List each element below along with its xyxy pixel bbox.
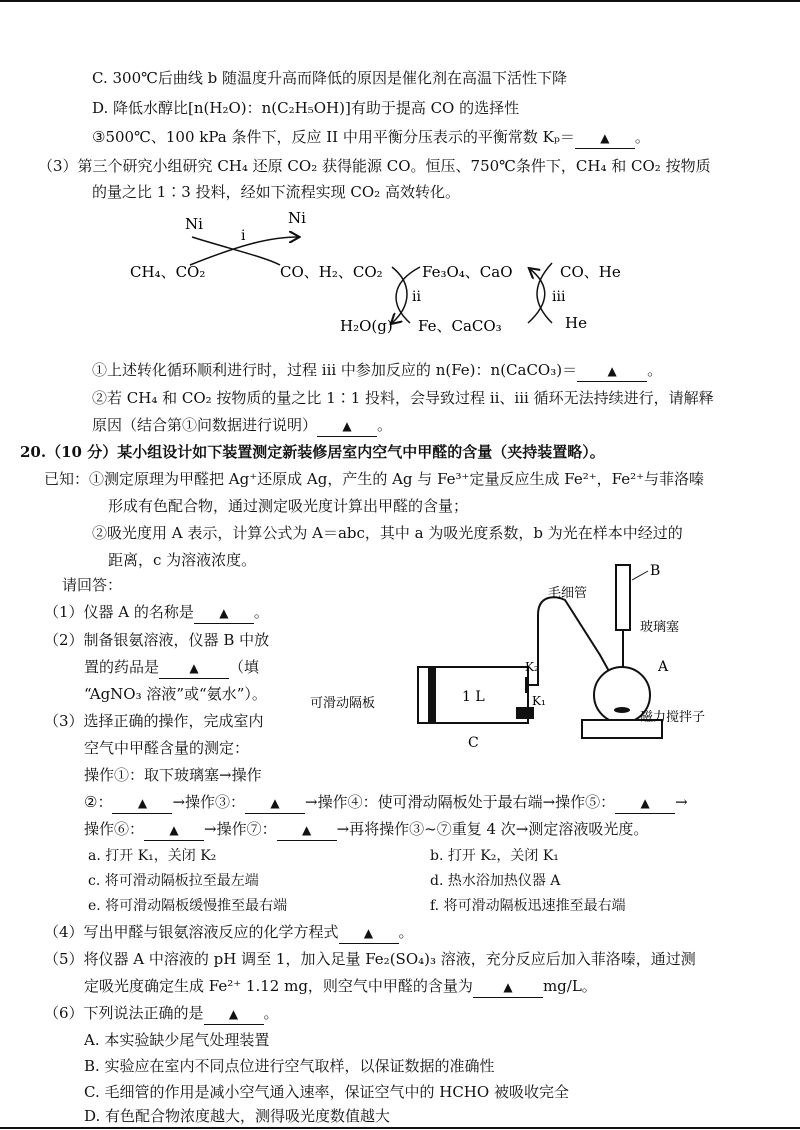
- q20-p3d: [84, 792, 688, 814]
- p2-text: 置的药品是: [84, 658, 160, 676]
- p2-tail: （填: [229, 658, 260, 676]
- funnel-b-label: B: [650, 563, 661, 579]
- answer-d: D. 有色配合物浓度越大，测得吸光度数值越大: [84, 1107, 391, 1125]
- step-iii-label: iii: [552, 289, 566, 305]
- option-d-line: D. 降低水醇比[n(H₂O)：n(C₂H₅OH)]有助于提高 CO 的选择性: [92, 99, 520, 117]
- kp-text: ③500℃、100 kPa 条件下，反应 II 中用平衡分压表示的平衡常数 Kₚ＝: [92, 128, 575, 146]
- p3d-4: →: [675, 793, 688, 811]
- blank-marker: ▲: [607, 364, 617, 378]
- part3-line1: （3）第三个研究小组研究 CH₄ 还原 CO₂ 获得能源 CO。恒压、750℃条件下，CH₄ 和 CO₂ 按物质: [38, 157, 711, 175]
- p3d-1: ②：: [84, 793, 113, 811]
- blank-marker: ▲: [600, 131, 610, 145]
- apparatus-diagram: [310, 555, 706, 755]
- answer-blank[interactable]: [473, 976, 543, 998]
- bottom-rule: [0, 1127, 800, 1129]
- blank-marker: ▲: [270, 796, 280, 810]
- q20-known2: ②吸光度用 A 表示，计算公式为 A＝abc，其中 a 为吸光度系数，b 为光在样本中经过的: [92, 524, 683, 542]
- kp-question: ③500℃、100 kPa 条件下，反应 II 中用平衡分压表示的平衡常数 Kₚ＝ ▲ 。: [92, 127, 650, 149]
- option-a: a. 打开 K₁，关闭 K₂: [88, 848, 217, 864]
- option-d: d. 热水浴加热仪器 A: [430, 873, 561, 889]
- p4-text: （4）写出甲醛与银氨溶液反应的化学方程式: [44, 923, 339, 941]
- q20-p3a: （3）选择正确的操作，完成室内: [44, 712, 264, 730]
- volume-label: 1 L: [462, 689, 485, 705]
- blank-marker: ▲: [189, 661, 199, 675]
- blank-marker: ▲: [137, 796, 148, 810]
- part3-q2-line2: 原因（结合第①问数据进行说明） ▲ 。: [92, 415, 392, 437]
- q1-text: ①上述转化循环顺利进行时，过程 iii 中参加反应的 n(Fe)：n(CaCO₃)＝: [92, 361, 578, 379]
- q20-p1: （1）仪器 A 的名称是 ▲ 。: [44, 602, 269, 624]
- blank-marker: ▲: [342, 419, 352, 433]
- funnel-b: [616, 565, 630, 630]
- answer-blank[interactable]: [339, 922, 399, 944]
- capillary-tube: [528, 597, 610, 685]
- p5b-text: 定吸光度确定生成 Fe²⁺ 1.12 mg，则空气中甲醛的含量为: [84, 977, 473, 995]
- flask-a-label: A: [658, 659, 669, 675]
- stir-bar: [614, 707, 630, 713]
- capillary-label: 毛细管: [548, 586, 588, 601]
- q20-please: 请回答：: [62, 576, 123, 594]
- answer-blank[interactable]: [144, 819, 204, 841]
- container-c-label: C: [468, 735, 479, 751]
- answer-c: C. 毛细管的作用是减小空气通入速率，保证空气中的 HCHO 被吸收完全: [84, 1083, 569, 1101]
- option-f: f. 将可滑动隔板迅速推至最右端: [430, 898, 626, 914]
- answer-blank[interactable]: [277, 819, 337, 841]
- k2-label: K₂: [525, 660, 539, 674]
- fe3o4-cao-label: Fe₃O₄、CaO: [422, 263, 513, 281]
- q20-p6: [44, 1003, 279, 1025]
- q20-p3b: 空气中甲醛含量的测定：: [84, 739, 250, 757]
- he-label: He: [565, 314, 587, 332]
- top-rule: [0, 0, 800, 2]
- q2-text: 原因（结合第①问数据进行说明）: [92, 416, 318, 434]
- q20-p3e: [84, 819, 648, 841]
- answer-blank[interactable]: [112, 792, 172, 814]
- period: 。: [263, 1004, 279, 1022]
- h2o-label: H₂O(g): [340, 317, 393, 335]
- p5b-unit: mg/L。: [542, 977, 597, 995]
- blank-marker: ▲: [228, 1007, 239, 1021]
- blank-marker: ▲: [219, 606, 229, 620]
- p3e-3: →再将操作③~⑦重复 4 次→测定溶液吸光度。: [336, 820, 649, 838]
- q20-known1: 已知：①测定原理为甲醛把 Ag⁺还原成 Ag，产生的 Ag 与 Fe³⁺定量反应生成 Fe²⁺，Fe²⁺与菲洛嗪: [44, 470, 705, 488]
- answer-blank[interactable]: [159, 657, 229, 679]
- blank-marker: ▲: [363, 926, 374, 940]
- q20-p5b: [84, 976, 597, 998]
- funnel-b-pointer: [632, 571, 648, 580]
- sliding-partition: [428, 667, 436, 723]
- fe-caco3-label: Fe、CaCO₃: [418, 317, 502, 335]
- option-e: e. 将可滑动隔板缓慢推至最右端: [88, 898, 288, 914]
- q20-p2a: （2）制备银氨溶液，仪器 B 中放: [44, 631, 270, 649]
- co-he-label: CO、He: [560, 263, 621, 281]
- p6-text: （6）下列说法正确的是: [44, 1004, 204, 1022]
- option-c-line: C. 300℃后曲线 b 随温度升高而降低的原因是催化剂在高温下活性下降: [92, 69, 568, 87]
- answer-blank[interactable]: [194, 602, 254, 624]
- q20-known1b: 形成有色配合物，通过测定吸光度计算出甲醛的含量；: [108, 497, 469, 515]
- part3-line2: 的量之比 1∶3 投料，经如下流程实现 CO₂ 高效转化。: [92, 183, 460, 201]
- p3e-2: →操作⑦：: [204, 820, 277, 838]
- valve-k1: [516, 707, 534, 719]
- p3d-2: →操作③：: [172, 793, 246, 811]
- stopper-label: 玻璃塞: [640, 620, 680, 635]
- p3e-1: 操作⑥：: [84, 820, 145, 838]
- q20-p3c: 操作①：取下玻璃塞→操作: [84, 766, 262, 784]
- q20-p4: [44, 922, 414, 944]
- answer-blank[interactable]: [575, 127, 635, 149]
- partition-label: 可滑动隔板: [310, 696, 376, 711]
- option-c: c. 将可滑动隔板拉至最左端: [88, 873, 259, 889]
- ni-arrow: [192, 237, 280, 265]
- blank-marker: ▲: [169, 823, 179, 837]
- q20-header: 20.（10 分）某小组设计如下装置测定新装修居室内空气中甲醛的含量（夹持装置略）。: [20, 443, 605, 461]
- step-ii-label: ii: [412, 289, 421, 305]
- reactants-label: CH₄、CO₂: [130, 263, 206, 281]
- answer-a: A. 本实验缺少尾气处理装置: [84, 1031, 270, 1049]
- answer-blank[interactable]: [245, 792, 305, 814]
- cycle-ii-arrow-a: [392, 267, 407, 323]
- period: 。: [398, 923, 414, 941]
- p1-text: （1）仪器 A 的名称是: [44, 603, 194, 621]
- blank-marker: ▲: [640, 796, 650, 810]
- answer-blank[interactable]: [577, 360, 647, 382]
- p3d-3: →操作④：使可滑动隔板处于最右端→操作⑤：: [305, 793, 616, 811]
- q20-known2b: 距离，c 为溶液浓度。: [108, 551, 257, 569]
- blank-marker: ▲: [301, 823, 312, 837]
- q20-p2c: “AgNO₃ 溶液”或“氨水”）。: [84, 685, 267, 703]
- blank-marker: ▲: [503, 980, 513, 994]
- option-b: b. 打开 K₂，关闭 K₁: [430, 848, 559, 864]
- q20-p2b: [84, 657, 259, 679]
- part3-q1: ①上述转化循环顺利进行时，过程 iii 中参加反应的 n(Fe)：n(CaCO₃)＝ ▲ 。: [92, 360, 662, 382]
- products-i-label: CO、H₂、CO₂: [280, 263, 383, 281]
- ni-left-label: Ni: [185, 215, 203, 233]
- answer-blank[interactable]: [615, 792, 675, 814]
- answer-blank[interactable]: [204, 1003, 264, 1025]
- k1-label: K₁: [532, 694, 546, 708]
- answer-b: B. 实验应在室内不同点位进行空气取样，以保证数据的准确性: [84, 1057, 495, 1075]
- stirrer-label: 磁力搅拌子: [640, 710, 706, 725]
- conversion-flow-diagram: [120, 205, 640, 345]
- ni-right-label: Ni: [288, 209, 306, 227]
- part3-q2-line1: ②若 CH₄ 和 CO₂ 按物质的量之比 1∶1 投料，会导致过程 ii、iii 循环无法持续进行，请解释: [92, 389, 714, 407]
- step-i-label: i: [241, 228, 246, 244]
- answer-blank[interactable]: [317, 415, 377, 437]
- q20-p5a: （5）将仪器 A 中溶液的 pH 调至 1，加入足量 Fe₂(SO₄)₃ 溶液，充分反应后加入菲洛嗪，通过测: [44, 950, 696, 968]
